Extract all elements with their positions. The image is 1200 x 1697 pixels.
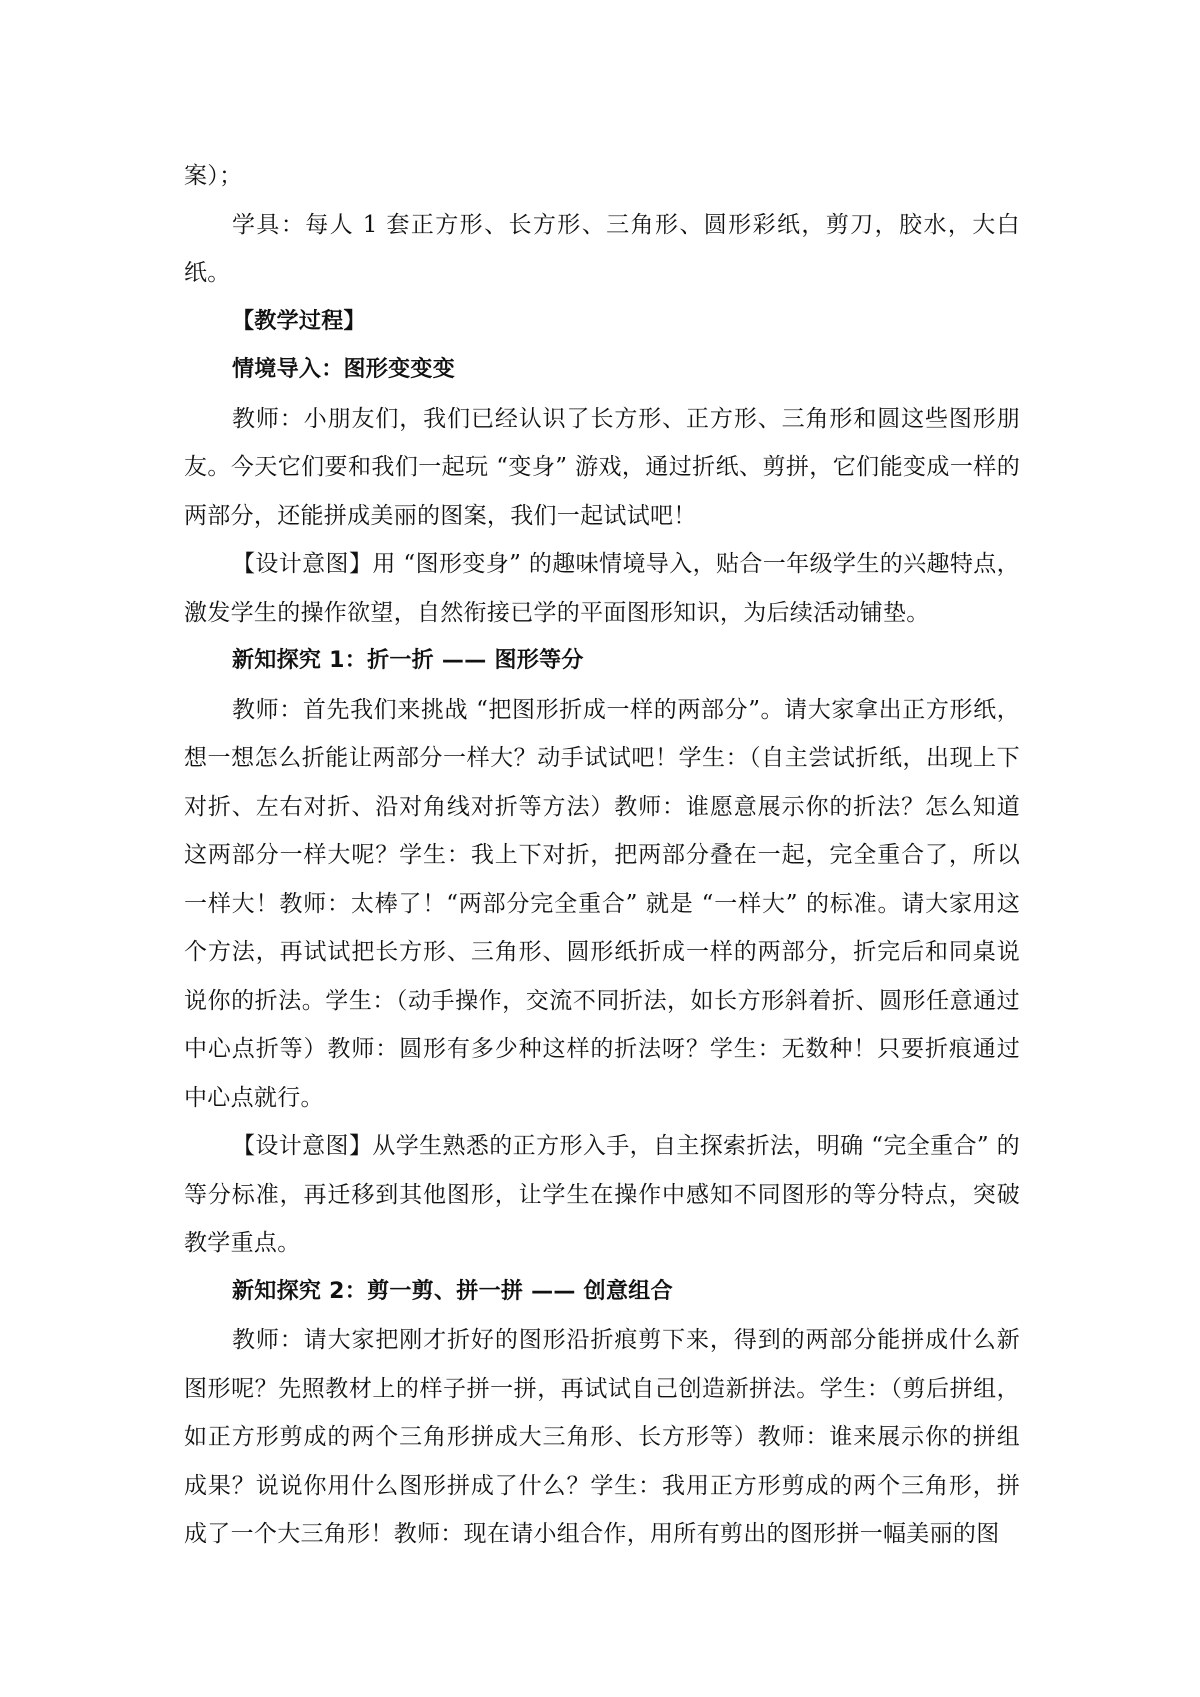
paragraph-materials-end: 案）；	[184, 163, 243, 189]
document-body	[184, 152, 1020, 1559]
paragraph-student-tools: 学具：每人 1 套正方形、长方形、三角形、圆形彩纸，剪刀，胶水，大白纸。	[184, 211, 1020, 286]
paragraph-design-intent-2: 【设计意图】从学生熟悉的正方形入手，自主探索折法，明确 “完全重合” 的等分标准，再迁移到其他图形，让学生在操作中感知不同图形的等分特点，突破教学重点。	[184, 1133, 1020, 1256]
paragraph-teacher-intro: 教师：小朋友们，我们已经认识了长方形、正方形、三角形和圆这些图形朋友。今天它们要和我们一起玩 “变身” 游戏，通过折纸、剪拼，它们能变成一样的两部分，还能拼成美丽的图案，我们一起试试吧！	[184, 405, 1020, 529]
heading-explore-1: 新知探究 1：折一折 —— 图形等分	[232, 648, 584, 673]
paragraph-design-intent-1: 【设计意图】用 “图形变身” 的趣味情境导入，贴合一年级学生的兴趣特点，激发学生的操作欲望，自然衔接已学的平面图形知识，为后续活动铺垫。	[184, 551, 1020, 626]
heading-teaching-process: 【教学过程】	[232, 308, 366, 334]
heading-scenario-intro: 情境导入：图形变变变	[232, 357, 456, 382]
heading-explore-2: 新知探究 2：剪一剪、拼一拼 —— 创意组合	[232, 1278, 673, 1304]
paragraph-explore-2-dialogue: 教师：请大家把刚才折好的图形沿折痕剪下来，得到的两部分能拼成什么新图形呢？先照教材上的样子拼一拼，再试试自己创造新拼法。学生：（剪后拼组，如正方形剪成的两个三角形拼成大三角形、长方形等）教师：谁来展示你的拼组成果？说说你用什么图形拼成了什么？学生：我用正方形剪成的两个三角形，拼成了一个大三角形！教师：现在请小组合作，用所有剪出的图形拼一幅美丽的图	[184, 1327, 1020, 1547]
paragraph-explore-1-dialogue: 教师：首先我们来挑战 “把图形折成一样的两部分”。请大家拿出正方形纸，想一想怎么折能让两部分一样大？动手试试吧！学生：（自主尝试折纸，出现上下对折、左右对折、沿对角线对折等方法）教师：谁愿意展示你的折法？怎么知道这两部分一样大呢？学生：我上下对折，把两部分叠在一起，完全重合了，所以一样大！教师：太棒了！“两部分完全重合” 就是 “一样大” 的标准。请大家用这个方法，再试试把长方形、三角形、圆形纸折成一样的两部分，折完后和同桌说说你的折法。学生：（动手操作，交流不同折法，如长方形斜着折、圆形任意通过中心点折等）教师：圆形有多少种这样的折法呀？学生：无数种！只要折痕通过中心点就行。	[184, 696, 1020, 1111]
